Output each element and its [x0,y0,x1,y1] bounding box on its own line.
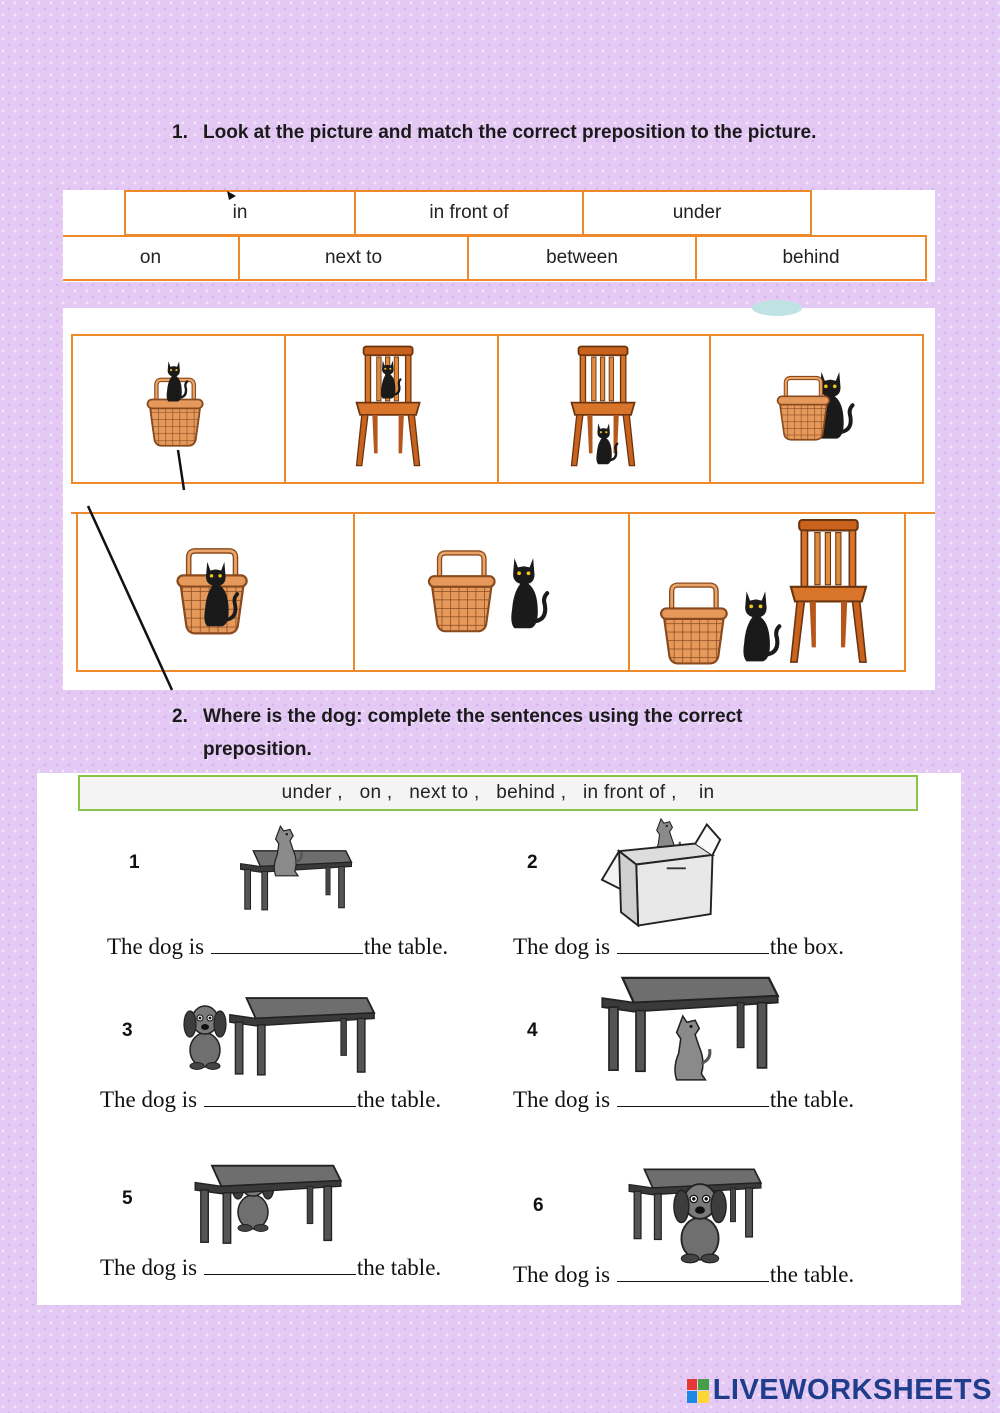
dog-under-table-image [600,968,780,1086]
section2-heading [172,700,832,770]
answer-blank-4[interactable] [617,1088,769,1107]
sentence-start: The dog is [107,934,205,959]
sentence-end: the table. [356,1255,442,1280]
answer-blank-1[interactable] [211,935,363,954]
word-box-in[interactable] [124,190,356,236]
answer-blank-3[interactable] [204,1088,356,1107]
word-label: on [139,247,162,268]
sentence-start: The dog is [100,1087,198,1112]
dog-next-to-table-image [180,990,376,1082]
logo-badge-icon [687,1379,709,1403]
section2-number: 2. [172,706,188,727]
sentence-end: the table. [769,1262,855,1287]
section2-instruction: Where is the dog: complete the sentences using the correct preposition. [203,706,743,760]
picture-cell-cat-next-to-basket[interactable] [353,512,630,672]
word-label: between [546,247,618,268]
cat-between-basket-and-chair-image [630,514,904,670]
section1-heading [172,116,832,186]
word-box-between[interactable] [467,235,697,281]
dog-in-front-of-table-image [615,1166,775,1270]
sentence-4 [513,1087,854,1113]
word-box-next-to[interactable] [238,235,469,281]
picture-cell-cat-on-chair[interactable] [284,334,499,484]
word-box-in-front-of[interactable] [354,190,584,236]
item-number: 6 [533,1195,544,1216]
sentence-3 [100,1087,441,1113]
word-box-under[interactable] [582,190,812,236]
item-number: 2 [527,852,538,873]
dog-behind-table-image [188,1150,348,1246]
item-number: 5 [122,1188,133,1209]
sentence-2 [513,934,844,960]
exercise-panel [37,773,961,1305]
sentence-end: the table. [769,1087,855,1112]
dog-on-table-image [216,822,376,914]
word-label: behind [782,247,840,268]
word-label: in front of [429,202,509,223]
decor-oval [752,300,802,316]
picture-cell-cat-under-chair[interactable] [497,334,711,484]
picture-cell-cat-behind-basket[interactable] [709,334,924,484]
word-label: next to [324,247,383,268]
section1-instruction: Look at the picture and match the correct preposition to the picture. [203,122,817,143]
word-box-behind[interactable] [695,235,927,281]
word-bank-text: under , on , next to , behind , in front of , in [281,782,715,803]
dog-in-box-image [600,816,726,930]
sentence-end: the box. [769,934,844,959]
word-label: in [232,202,248,223]
cat-behind-basket-image [711,336,922,482]
sentence-5 [100,1255,441,1281]
cat-next-to-basket-image [355,514,628,670]
answer-blank-5[interactable] [204,1256,356,1275]
sentence-end: the table. [363,934,449,959]
word-label: under [672,202,722,223]
item-number: 4 [527,1020,538,1041]
sentence-6 [513,1262,854,1288]
sentence-1 [107,934,448,960]
match-line [60,440,190,700]
sentence-start: The dog is [513,1262,611,1287]
dog-word-bank [78,775,918,811]
cat-on-chair-image [286,336,497,482]
sentence-end: the table. [356,1087,442,1112]
item-number: 1 [129,852,140,873]
section1-number: 1. [172,122,188,143]
row-divider [71,486,935,514]
sentence-start: The dog is [100,1255,198,1280]
sentence-start: The dog is [513,934,611,959]
arrow-marker [226,190,238,202]
liveworksheets-logo [687,1374,992,1407]
answer-blank-2[interactable] [617,935,769,954]
picture-cell-cat-between[interactable] [628,512,906,672]
word-box-on[interactable] [63,235,240,281]
item-number: 3 [122,1020,133,1041]
cat-under-chair-image [499,336,709,482]
sentence-start: The dog is [513,1087,611,1112]
logo-text: LIVEWORKSHEETS [712,1374,992,1406]
answer-blank-6[interactable] [617,1263,769,1282]
